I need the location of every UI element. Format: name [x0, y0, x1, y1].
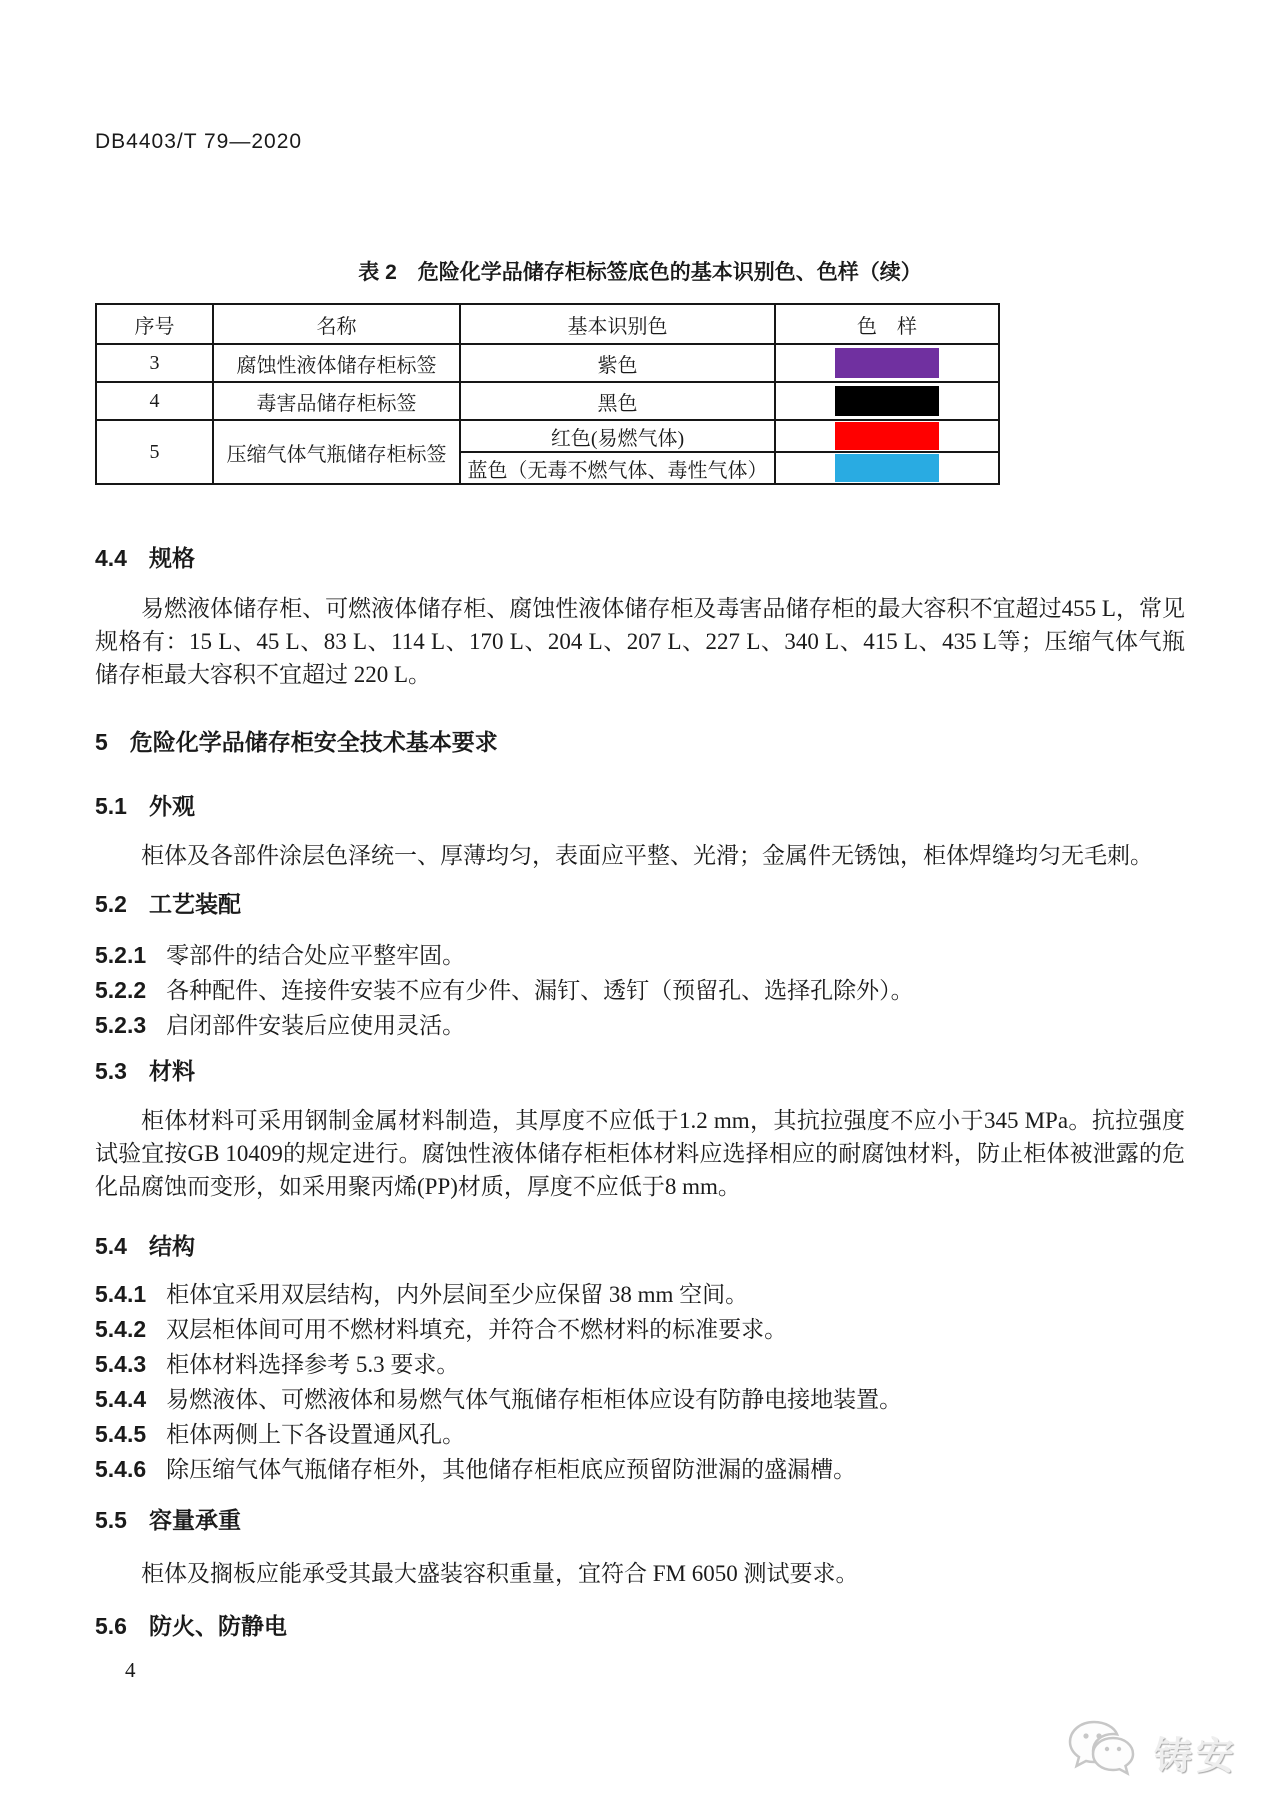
clause-5-4-4 [95, 1382, 1185, 1417]
section-number: 5.2 [95, 891, 127, 917]
clause-5-4-5 [95, 1417, 1185, 1452]
clause-number: 5.4.2 [95, 1316, 147, 1342]
section-title: 结构 [148, 1233, 195, 1259]
section-5-2-clauses [95, 938, 1185, 1043]
color-name-cell: 紫色 [460, 344, 775, 382]
section-title: 防火、防静电 [148, 1613, 287, 1639]
table-header-row [96, 304, 999, 344]
table-row [96, 382, 999, 420]
clause-number: 5.4.5 [95, 1421, 147, 1447]
section-number: 5.4 [95, 1233, 127, 1259]
table-row [96, 420, 999, 452]
color-swatch-blue [835, 454, 939, 482]
clause-number: 5.4.4 [95, 1386, 147, 1412]
row-number-cell: 4 [96, 382, 213, 420]
column-header-color-sample: 色 样 [775, 304, 999, 344]
clause-number: 5.4.1 [95, 1281, 147, 1307]
column-header-base-color: 基本识别色 [460, 304, 775, 344]
section-title: 材料 [148, 1058, 195, 1084]
section-title: 容量承重 [148, 1507, 241, 1533]
clause-text: 零部件的结合处应平整牢固。 [166, 943, 466, 968]
section-number: 4.4 [95, 545, 127, 571]
swatch-cell [775, 452, 999, 484]
section-5-5-paragraph: 柜体及搁板应能承受其最大盛装容积重量，宜符合 FM 6050 测试要求。 [141, 1561, 859, 1586]
color-name-cell: 红色(易燃气体) [460, 420, 775, 452]
clause-number: 5.2.1 [95, 942, 147, 968]
clause-5-4-2 [95, 1312, 1185, 1347]
color-swatch-black [835, 386, 939, 416]
section-number: 5 [95, 729, 108, 755]
clause-number: 5.4.6 [95, 1456, 147, 1482]
section-heading-5 [95, 727, 1185, 757]
section-title: 危险化学品储存柜安全技术基本要求 [129, 729, 498, 755]
clause-text: 除压缩气体气瓶储存柜外，其他储存柜柜底应预留防泄漏的盛漏槽。 [166, 1457, 857, 1482]
table-row [96, 344, 999, 382]
page-number: 4 [125, 1658, 136, 1682]
section-heading-5-1 [95, 791, 1185, 821]
section-5-3-paragraph: 柜体材料可采用钢制金属材料制造，其厚度不应低于1.2 mm，其抗拉强度不应小于345 MPa。抗拉强度试验宜按GB 10409的规定进行。腐蚀性液体储存柜柜体材料应选择相应的耐腐蚀材料，防止柜体被泄露的危化品腐蚀而变形，如采用聚丙烯(PP)材质，厚度不应低于8 mm。 [95, 1108, 1185, 1199]
section-number: 5.3 [95, 1058, 127, 1084]
section-heading-5-2 [95, 889, 1185, 919]
color-swatch-red [835, 422, 939, 450]
table-title: 表 2 危险化学品储存柜标签底色的基本识别色、色样（续） [358, 261, 922, 284]
wechat-icon [1066, 1718, 1144, 1787]
section-5-1-paragraph: 柜体及各部件涂层色泽统一、厚薄均匀，表面应平整、光滑；金属件无锈蚀，柜体焊缝均匀无毛刺。 [141, 843, 1153, 868]
color-swatch-purple [835, 348, 939, 378]
column-header-name: 名称 [213, 304, 460, 344]
document-number: DB4403/T 79—2020 [95, 130, 303, 153]
section-5-4-clauses [95, 1277, 1185, 1487]
section-4-4-paragraph: 易燃液体储存柜、可燃液体储存柜、腐蚀性液体储存柜及毒害品储存柜的最大容积不宜超过455 L，常见规格有：15 L、45 L、83 L、114 L、170 L、204 L、207 L、227 L、340 L、415 L、435 L等；压缩气体气瓶储存柜最大容积不宜超过 220 L。 [95, 596, 1185, 687]
label-name-cell: 毒害品储存柜标签 [213, 382, 460, 420]
color-name-cell: 蓝色（无毒不燃气体、毒性气体） [460, 452, 775, 484]
section-heading-4-4 [95, 543, 1185, 573]
section-title: 工艺装配 [148, 891, 241, 917]
section-heading-5-6 [95, 1611, 1185, 1641]
color-name-cell: 黑色 [460, 382, 775, 420]
label-name-cell: 腐蚀性液体储存柜标签 [213, 344, 460, 382]
section-number: 5.1 [95, 793, 127, 819]
clause-text: 启闭部件安装后应使用灵活。 [166, 1013, 466, 1038]
section-number: 5.6 [95, 1613, 127, 1639]
swatch-cell [775, 382, 999, 420]
section-heading-5-5 [95, 1505, 1185, 1535]
section-number: 5.5 [95, 1507, 127, 1533]
section-heading-5-4 [95, 1231, 1185, 1261]
clause-5-2-3 [95, 1008, 1185, 1043]
swatch-cell [775, 420, 999, 452]
clause-5-2-1 [95, 938, 1185, 973]
color-identification-table [95, 303, 1000, 485]
section-title: 规格 [148, 545, 195, 571]
clause-text: 双层柜体间可用不燃材料填充，并符合不燃材料的标准要求。 [166, 1317, 788, 1342]
clause-5-4-1 [95, 1277, 1185, 1312]
clause-text: 柜体宜采用双层结构，内外层间至少应保留 38 mm 空间。 [166, 1282, 749, 1307]
clause-text: 各种配件、连接件安装不应有少件、漏钉、透钉（预留孔、选择孔除外）。 [166, 978, 914, 1003]
clause-number: 5.2.3 [95, 1012, 147, 1038]
clause-text: 柜体材料选择参考 5.3 要求。 [166, 1352, 460, 1377]
section-title: 外观 [148, 793, 195, 819]
clause-number: 5.2.2 [95, 977, 147, 1003]
clause-5-4-3 [95, 1347, 1185, 1382]
section-heading-5-3 [95, 1056, 1185, 1086]
row-number-cell: 5 [96, 420, 213, 484]
row-number-cell: 3 [96, 344, 213, 382]
clause-5-2-2 [95, 973, 1185, 1008]
clause-5-4-6 [95, 1452, 1185, 1487]
column-header-no: 序号 [96, 304, 213, 344]
clause-text: 柜体两侧上下各设置通风孔。 [166, 1422, 466, 1447]
label-name-cell: 压缩气体气瓶储存柜标签 [213, 420, 460, 484]
swatch-cell [775, 344, 999, 382]
watermark [1066, 1718, 1238, 1787]
clause-text: 易燃液体、可燃液体和易燃气体气瓶储存柜柜体应设有防静电接地装置。 [166, 1387, 903, 1412]
watermark-text: 铸安 [1153, 1736, 1238, 1778]
clause-number: 5.4.3 [95, 1351, 147, 1377]
